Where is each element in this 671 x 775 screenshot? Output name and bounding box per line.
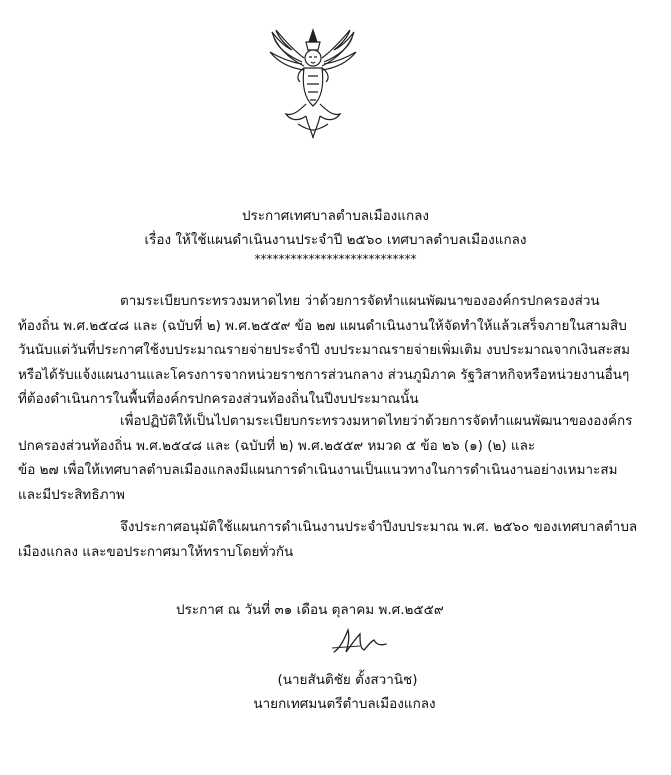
paragraph-1-line-5: ที่ต้องดำเนินการในพื้นที่องค์กรปกครองส่วนท้องถิ่นในปีงบประมาณนั้น	[18, 391, 419, 407]
paragraph-1-line-3: วันนับแต่วันที่ประกาศใช้งบประมาณรายจ่ายประจำปี งบประมาณรายจ่ายเพิ่มเติม งบประมาณจากเงินสะสม	[18, 342, 631, 358]
paragraph-1	[18, 289, 640, 412]
paragraph-1-line-4: หรือได้รับแจ้งแผนงานและโครงการจากหน่วยราชการส่วนกลาง ส่วนภูมิภาค รัฐวิสาหกิจหรือหน่วยงานอื่นๆ	[18, 366, 630, 383]
paragraph-3-line-1: จึงประกาศอนุมัติใช้แผนการดำเนินงานประจำปีงบประมาณ พ.ศ. ๒๕๖๐ ของเทศบาลตำบล	[120, 519, 638, 535]
garuda-emblem-icon	[268, 28, 358, 140]
paragraph-3	[18, 515, 640, 564]
signer-name: (นายสันติชัย ตั้งสวานิช)	[277, 672, 418, 688]
announcement-title: ประกาศเทศบาลตำบลเมืองแกลง	[241, 208, 430, 224]
signer-title: นายกเทศมนตรีตำบลเมืองแกลง	[253, 696, 436, 712]
paragraph-1-line-1: ตามระเบียบกระทรวงมหาดไทย ว่าด้วยการจัดทำแผนพัฒนาขององค์กรปกครองส่วน	[120, 293, 600, 309]
paragraph-2-line-4: และมีประสิทธิภาพ	[18, 486, 125, 503]
announcement-subject: เรื่อง ให้ใช้แผนดำเนินงานประจำปี ๒๕๖๐ เทศบาลตำบลเมืองแกลง	[144, 232, 527, 248]
paragraph-2-line-2: ปกครองส่วนท้องถิ่น พ.ศ.๒๕๔๘ และ (ฉบับที่ ๒) พ.ศ.๒๕๕๙ หมวด ๕ ข้อ ๒๖ (๑) (๒) และ	[18, 437, 536, 454]
paragraph-2-line-1: เพื่อปฏิบัติให้เป็นไปตามระเบียบกระทรวงมหาดไทยว่าด้วยการจัดทำแผนพัฒนาขององค์กร	[120, 413, 633, 429]
paragraph-2-line-3: ข้อ ๒๗ เพื่อให้เทศบาลตำบลเมืองแกลงมีแผนการดำเนินงานเป็นแนวทางในการดำเนินงานอย่างเหมาะสม	[18, 462, 618, 478]
separator-line: ***************************	[254, 252, 417, 266]
signature-icon	[330, 622, 390, 658]
paragraph-1-line-2: ท้องถิ่น พ.ศ.๒๕๔๘ และ (ฉบับที่ ๒) พ.ศ.๒๕๕๙ ข้อ ๒๗ แผนดำเนินงานให้จัดทำให้แล้วเสร็จภายในสามสิบ	[18, 317, 627, 334]
announcement-date: ประกาศ ณ วันที่ ๓๑ เดือน ตุลาคม พ.ศ.๒๕๕๙	[176, 602, 444, 618]
paragraph-3-line-2: เมืองแกลง และขอประกาศมาให้ทราบโดยทั่วกัน	[18, 543, 294, 560]
paragraph-2	[18, 409, 640, 507]
